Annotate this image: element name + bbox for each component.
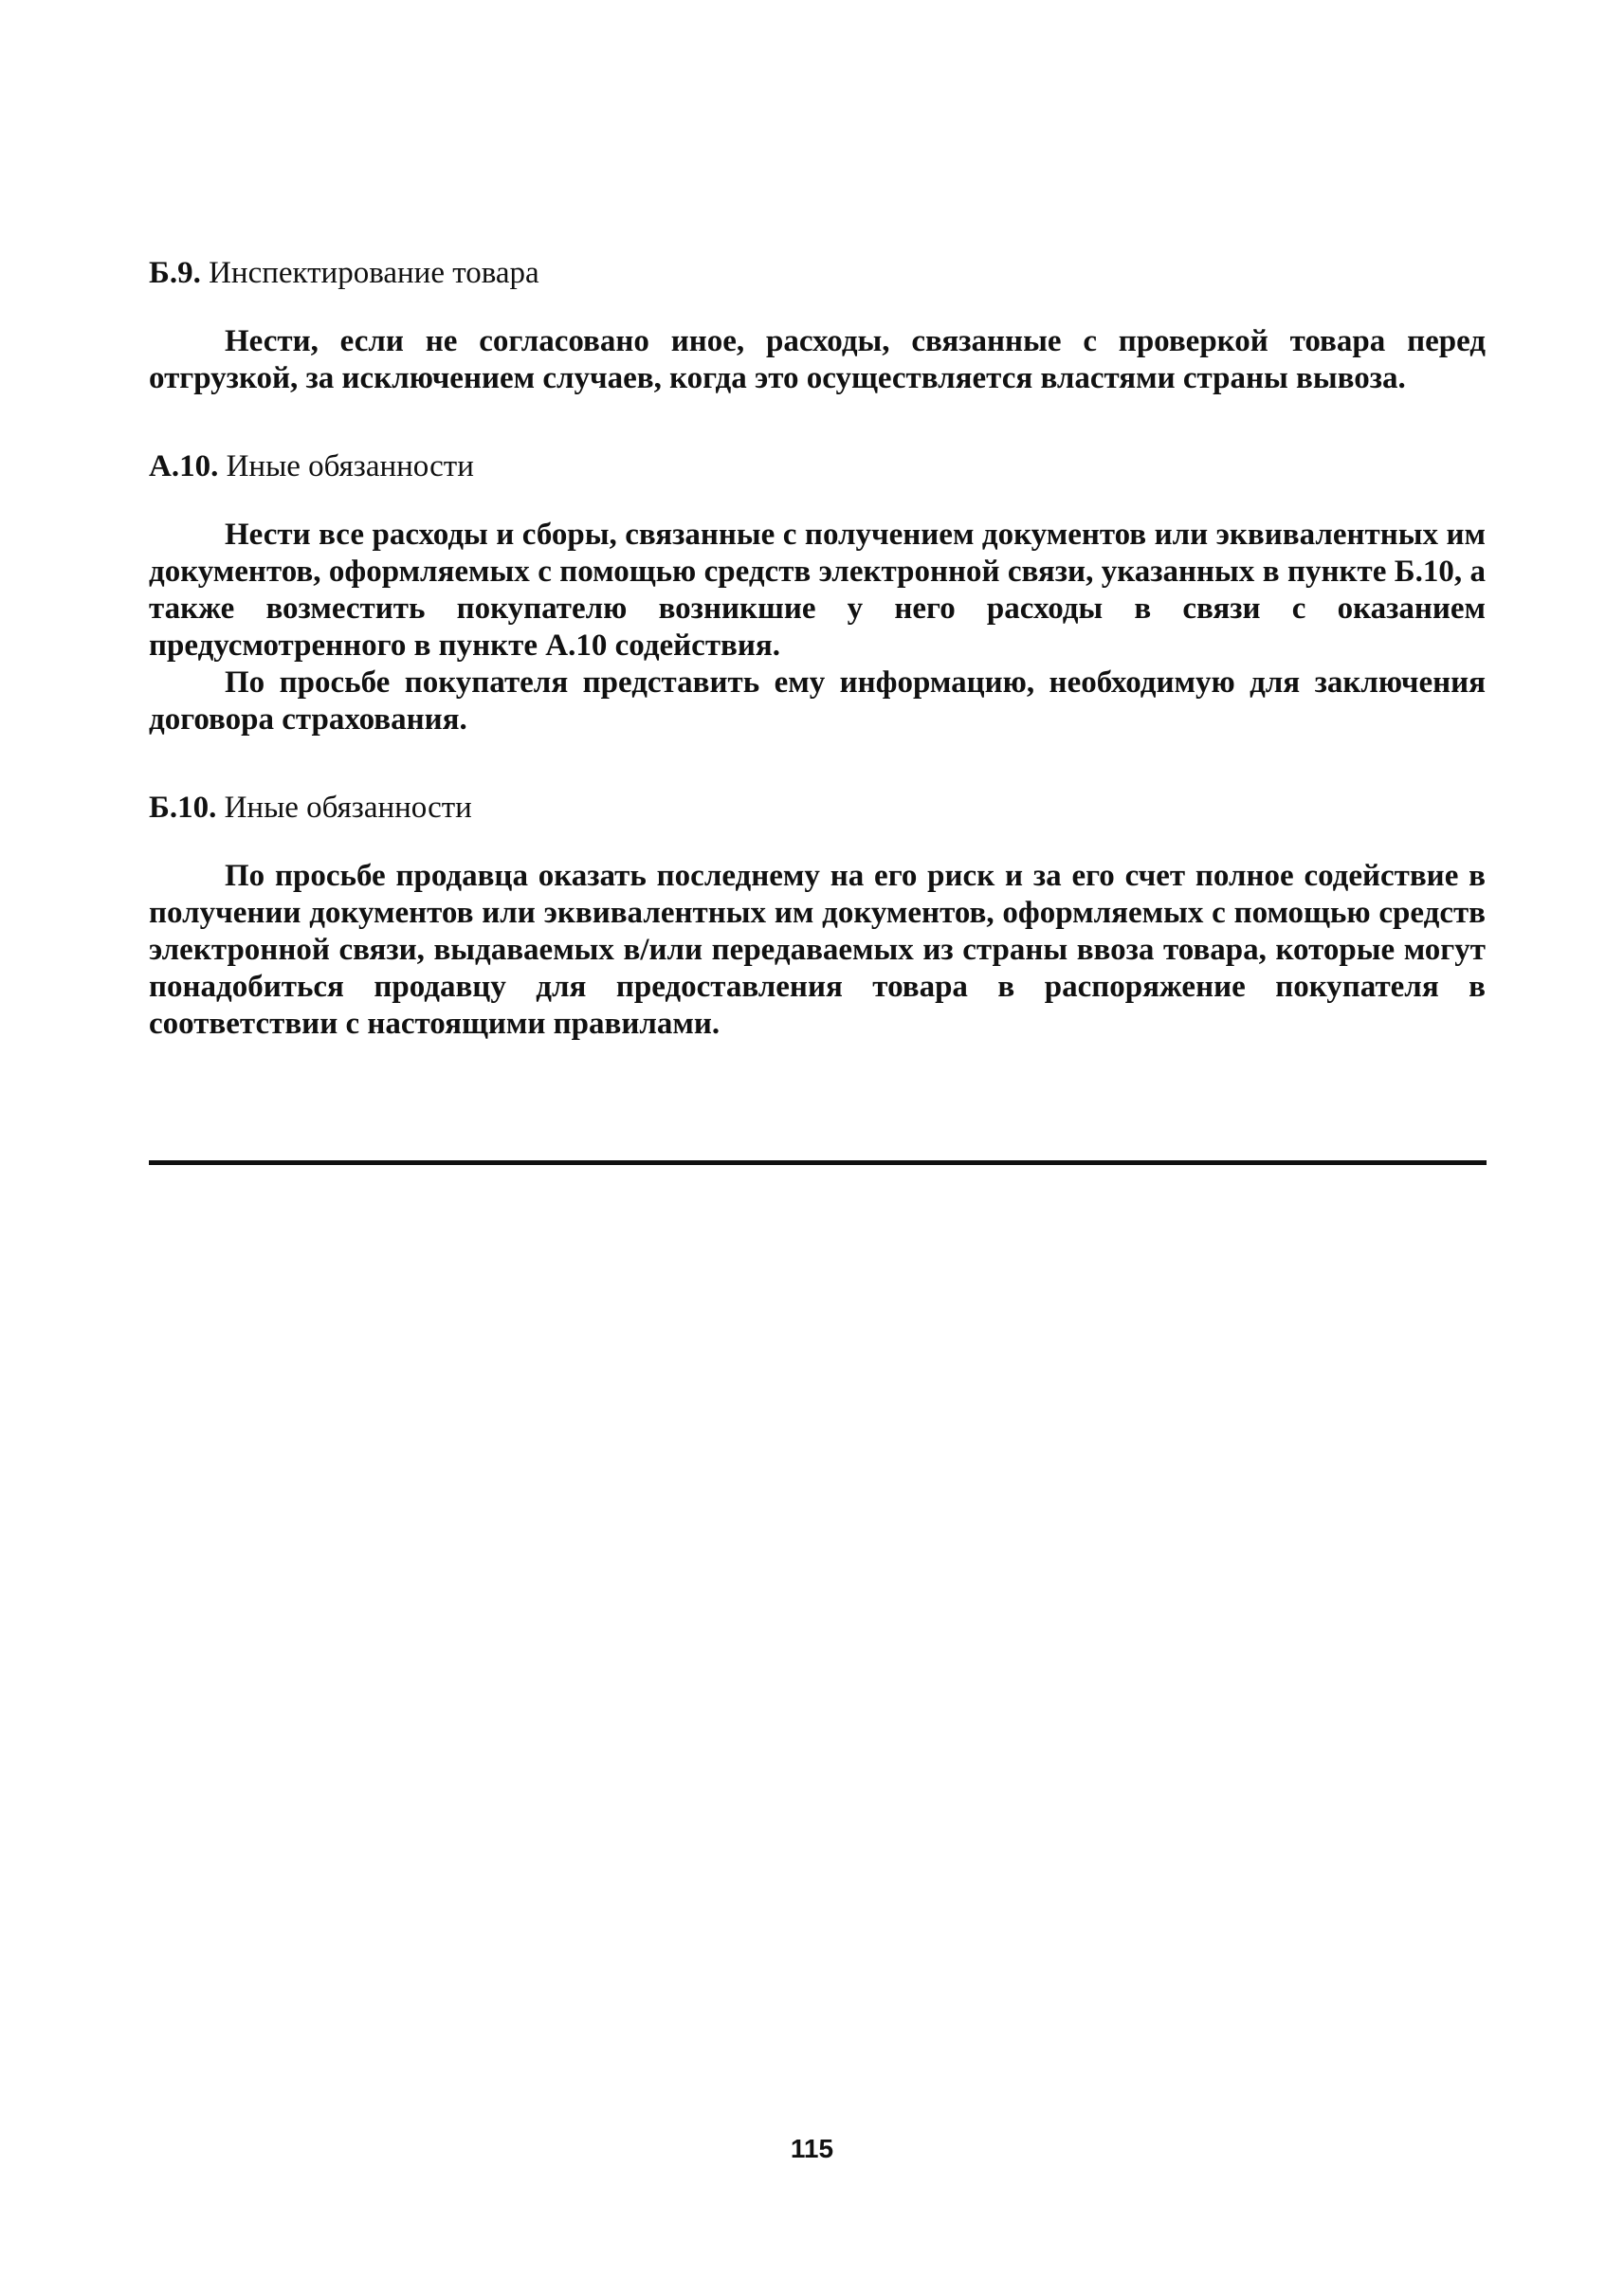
section-title: Иные обязанности: [224, 791, 472, 825]
section-heading-b9: [149, 254, 1486, 292]
section-title: Инспектирование товара: [209, 256, 539, 290]
page-number: 115: [790, 2134, 834, 2163]
section-paragraph: Нести, если не согласовано иное, расходы, связанные с проверкой товара перед отгрузкой, за исключением случаев, когда это осуществляется властями страны вывоза.: [149, 324, 1486, 395]
section-paragraph: Нести все расходы и сборы, связанные с получением документов или эквивалентных им документов, оформляемых с помощью средств электронной связи, указанных в пункте Б.10, а также возместить покупателю возникшие у него расходы в связи с оказанием предусмотренного в пункте А.10 содействия.: [149, 518, 1486, 663]
section-heading-b10: [149, 789, 1486, 827]
section-paragraph: По просьбе покупателя представить ему информацию, необходимую для заключения договора страхования.: [149, 665, 1486, 737]
section-number: Б.10.: [149, 791, 217, 825]
section-number: Б.9.: [149, 256, 201, 290]
section-divider: [149, 1160, 1487, 1165]
page-body: [149, 254, 1486, 1043]
section-paragraph: По просьбе продавца оказать последнему на его риск и за его счет полное содействие в получении документов или эквивалентных им документов, оформляемых с помощью средств электронной связи, выдаваемых в/или передаваемых из страны ввоза товара, которые могут понадобиться продавцу для предоставления товара в распоряжение покупателя в соответствии с настоящими правилами.: [149, 859, 1486, 1041]
section-number: А.10.: [149, 449, 219, 483]
section-title: Иные обязанности: [226, 449, 474, 483]
section-heading-a10: [149, 447, 1486, 485]
